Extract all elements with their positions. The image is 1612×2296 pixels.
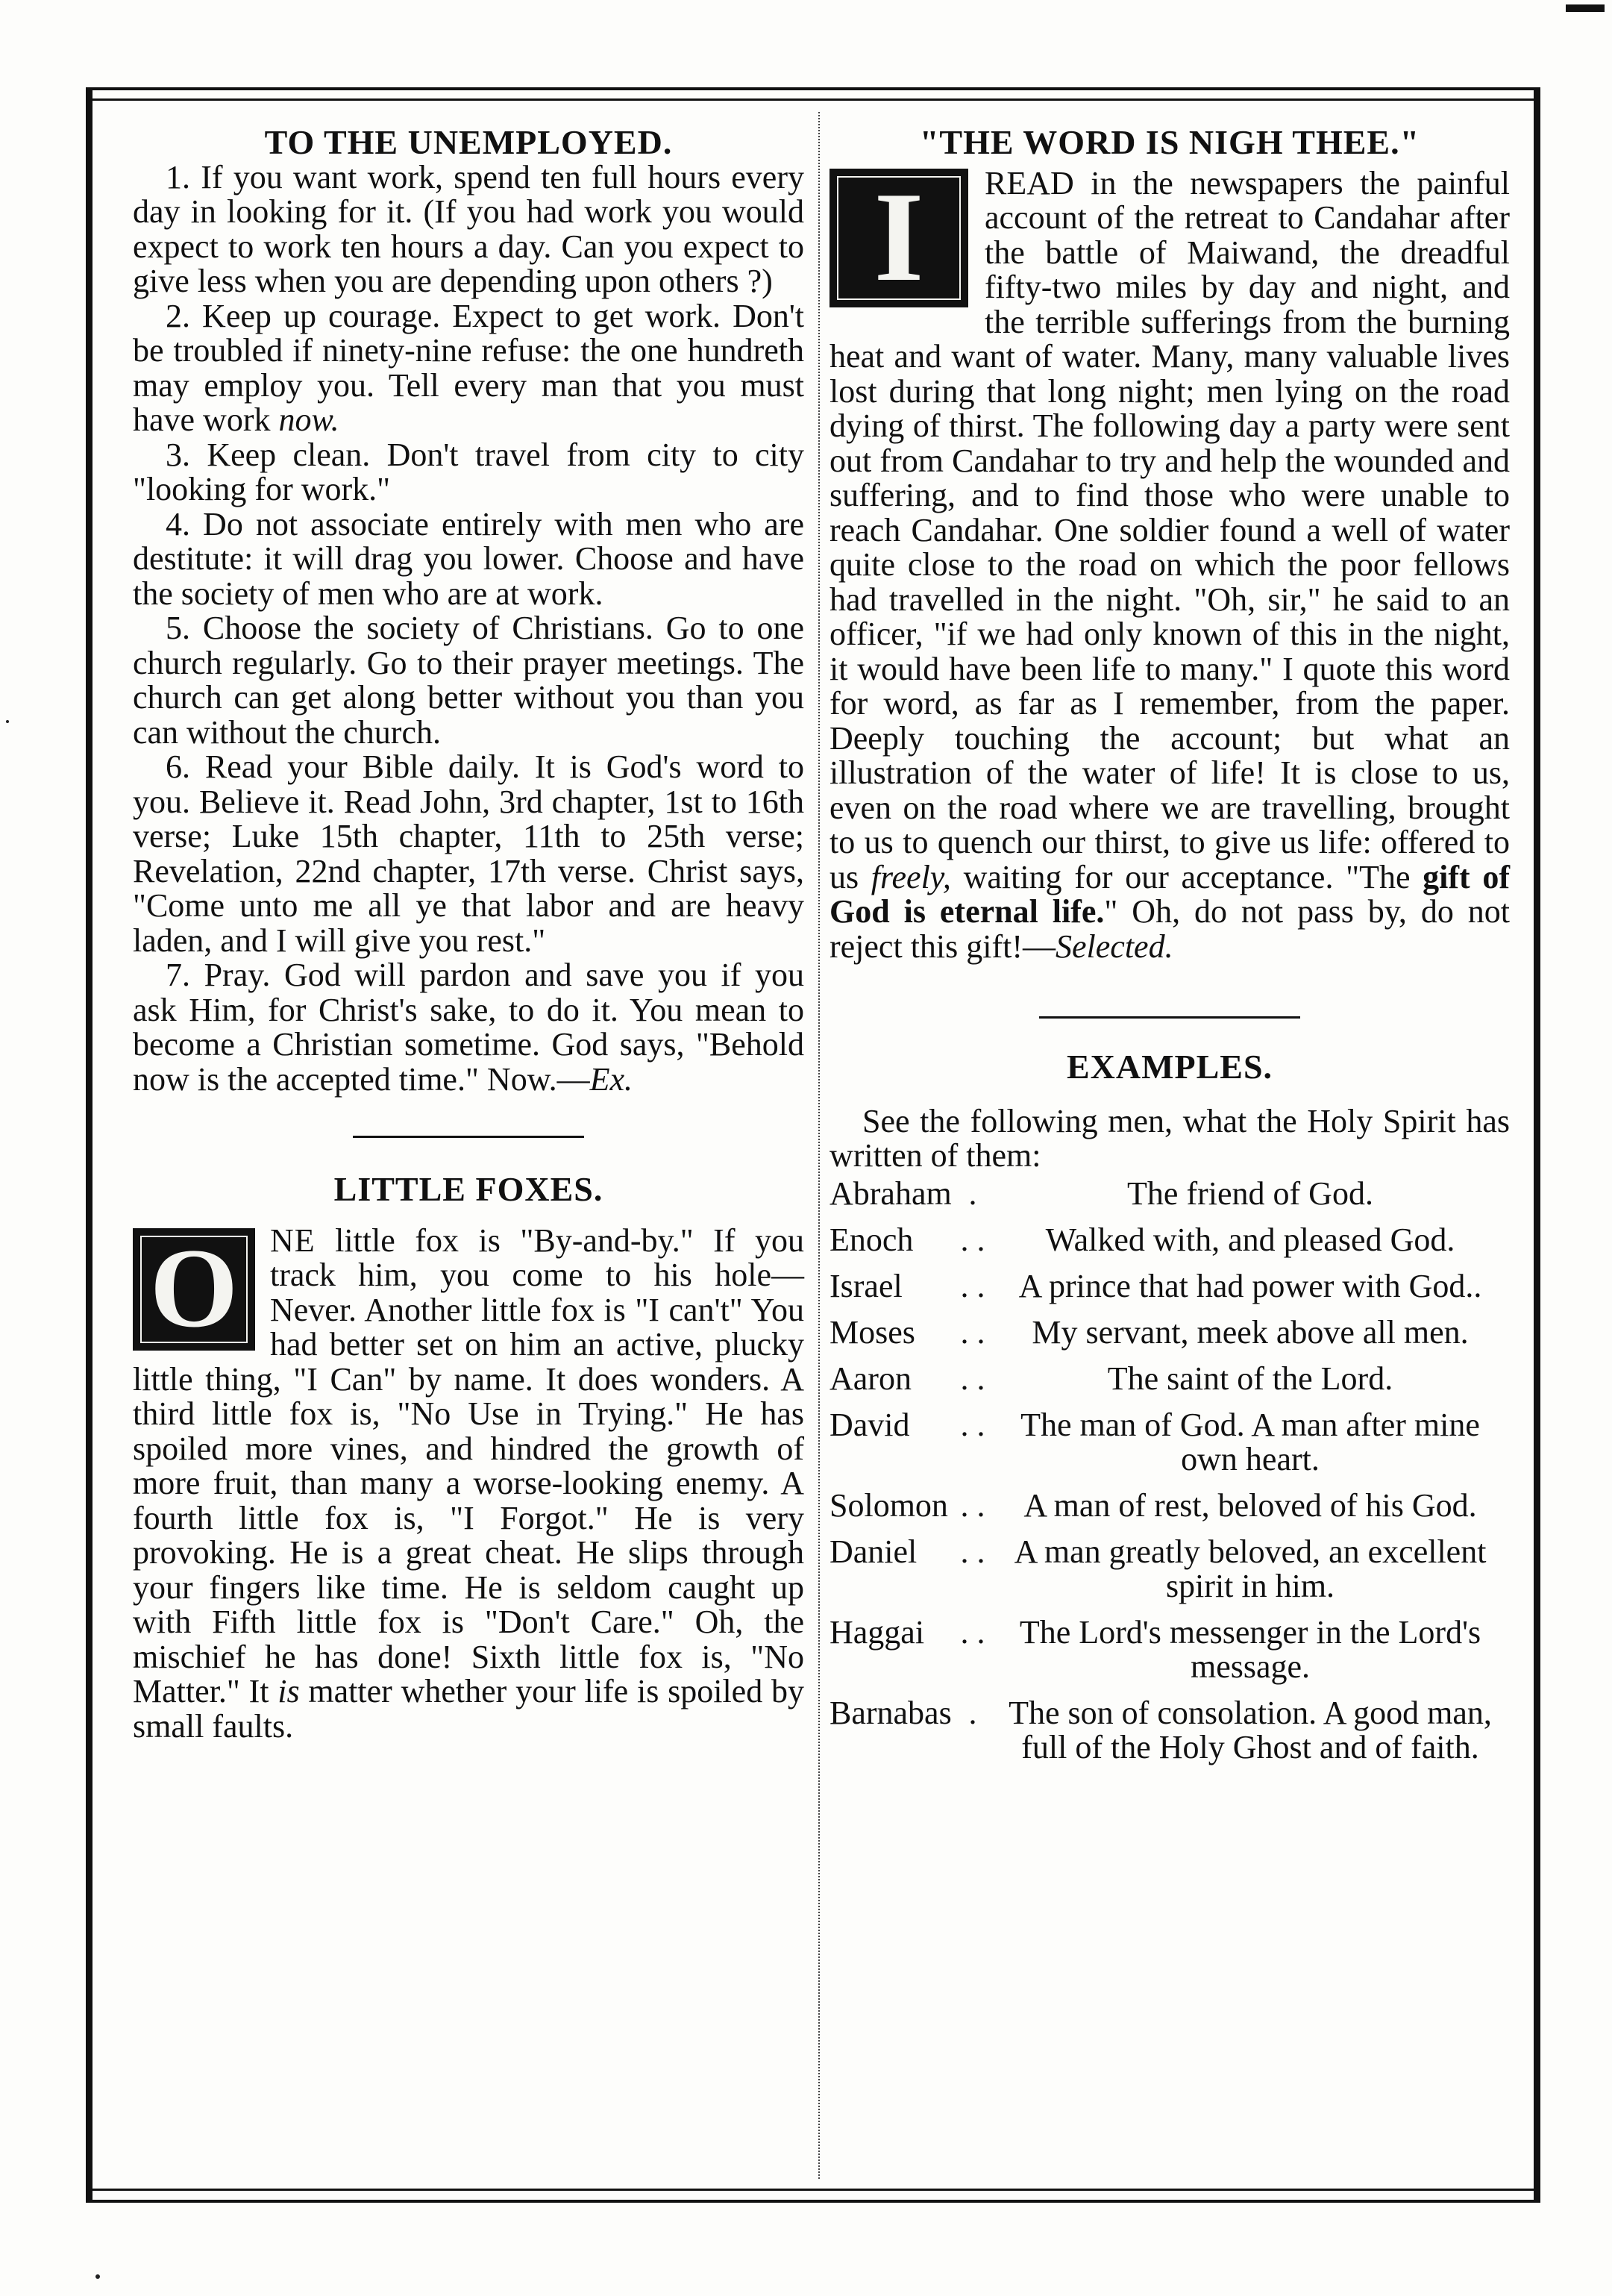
leader-dots: . . bbox=[960, 1221, 985, 1258]
dropcap-letter: O bbox=[149, 1224, 239, 1351]
table-row bbox=[829, 1615, 1510, 1696]
foxes-title: LITTLE FOXES. bbox=[333, 1170, 603, 1208]
unemployed-item: 4. Do not associate entirely with men who are destitute: it will drag you lower. Choose and have the society of men who are at work. bbox=[133, 505, 804, 612]
section-rule bbox=[353, 1136, 584, 1138]
ornamental-dropcap bbox=[829, 166, 968, 308]
source-credit: Selected. bbox=[1056, 928, 1173, 965]
foxes-text: little fox is "By-and-by." If you track him, you come to his hole—Never. Another little fox is "I can't" You had better set on him an active, plucky little thing, "I Can" by name. It does wonders. A third little fox is, "No Use in Trying." He has spoiled more vines, and hindred the growth of more fruit, than many a worse-looking enemy. A fourth little fox is, "I Forgot." He is very provoking. He is a great cheat. He slips through your fingers like time. He is seldom caught up with Fifth little fox is "Don't Care." Oh, the mischief he has done! Sixth little fox is, "No Matter." It bbox=[133, 1221, 804, 1710]
table-row bbox=[829, 1269, 1510, 1316]
table-row bbox=[829, 1489, 1510, 1535]
frame-rule-top bbox=[86, 98, 1540, 101]
unemployed-item bbox=[133, 299, 804, 438]
table-row bbox=[829, 1535, 1510, 1615]
table-row bbox=[829, 1362, 1510, 1408]
example-name: Haggai bbox=[829, 1613, 925, 1651]
word-body bbox=[829, 166, 1510, 965]
example-description: A man of rest, beloved of his God. bbox=[1023, 1486, 1477, 1524]
example-description: The son of consolation. A good man, full of the Holy Ghost and of faith. bbox=[1009, 1694, 1492, 1765]
dropcap-letter: I bbox=[874, 166, 924, 308]
example-description: My servant, meek above all men. bbox=[1032, 1313, 1469, 1351]
leader-dots: . . bbox=[960, 1313, 985, 1351]
ornamental-dropcap bbox=[133, 1224, 255, 1351]
example-description: A prince that had power with God.. bbox=[1018, 1267, 1482, 1304]
column-divider bbox=[818, 112, 820, 2179]
unemployed-item: 6. Read your Bible daily. It is God's word to you. Believe it. Read John, 3rd chapter, 1st to 16th verse; Luke 15th chapter, 11th to 25th verse; Revelation, 22nd chapter, 17th verse. Christ says, "Come unto me all ye that labor and are heavy laden, and I will give you rest." bbox=[133, 748, 804, 959]
example-description: The Lord's messenger in the Lord's message. bbox=[1019, 1613, 1481, 1685]
corner-mark bbox=[1566, 4, 1605, 12]
example-name: Daniel bbox=[829, 1533, 918, 1570]
leader-dots: . bbox=[968, 1174, 977, 1212]
leader-dots: . . bbox=[960, 1406, 985, 1443]
foxes-text-end: matter whether your life is spoiled by small faults. bbox=[133, 1673, 804, 1745]
unemployed-item-2: 2. Keep up courage. Expect to get work. Don't be troubled if ninety-nine refuse: the one hundreth may employ you. Tell every man that you must have work bbox=[133, 297, 804, 438]
examples-table bbox=[829, 1174, 1510, 1777]
example-description: The man of God. A man after mine own heart. bbox=[1020, 1406, 1480, 1477]
table-row bbox=[829, 1408, 1510, 1489]
example-name: Moses bbox=[829, 1313, 915, 1351]
emphasis: freely, bbox=[871, 858, 951, 895]
bold-quote: gift of God is eternal life. bbox=[829, 858, 1511, 930]
frame-rule-bottom bbox=[86, 2189, 1540, 2191]
ink-speck bbox=[6, 720, 9, 723]
example-description: A man greatly beloved, an excellent spirit in him. bbox=[1014, 1533, 1487, 1604]
example-name: Aaron bbox=[829, 1360, 912, 1397]
example-description: The friend of God. bbox=[1127, 1174, 1373, 1212]
leader-dots: . . bbox=[960, 1486, 985, 1524]
emphasis: is bbox=[277, 1673, 300, 1710]
table-row bbox=[829, 1177, 1510, 1223]
example-description: Walked with, and pleased God. bbox=[1045, 1221, 1455, 1258]
left-column bbox=[133, 125, 804, 1744]
emphasis: now. bbox=[278, 401, 339, 438]
word-text: READ in the newspapers the painful account of the retreat to Candahar after the battle of Maiwand, the dreadful fifty-two miles by day and night, and the terrible sufferings from the burning heat and want of water. Many, many valuable lives lost during that long night; men lying on the road dying of thirst. The following day a party were sent out from Candahar to try and help the wounded and suffering, and to find those who were unable to reach Candahar. One soldier found a well of water quite close to the road on which the poor fellows had travelled in the night. "Oh, sir," he said to an officer, "if we had only known of this in the night, it would have been life to many." I quote this word for word, as far as I remember, from the paper. Deeply touching the account; but what an illustration of the water of life! It is close to us, even on the road where we are travelling, brought to us to quench our thirst, to give us life: offered to us bbox=[829, 164, 1510, 895]
table-row bbox=[829, 1223, 1510, 1269]
example-name: Israel bbox=[829, 1267, 903, 1304]
table-row bbox=[829, 1316, 1510, 1362]
example-description: The saint of the Lord. bbox=[1107, 1360, 1393, 1397]
example-name: Enoch bbox=[829, 1221, 914, 1258]
example-name: Solomon bbox=[829, 1486, 948, 1524]
leader-dots: . . bbox=[960, 1360, 985, 1397]
table-row bbox=[829, 1696, 1510, 1777]
leader-dots: . . bbox=[960, 1533, 985, 1570]
source-credit: Ex. bbox=[589, 1060, 633, 1098]
example-name: Abraham bbox=[829, 1174, 952, 1212]
unemployed-item-7: 7. Pray. God will pardon and save you if you ask Him, for Christ's sake, to do it. You mean to become a Christian sometime. God says, "Behold now is the accepted time." Now.— bbox=[133, 957, 804, 1098]
leader-dots: . . bbox=[960, 1613, 985, 1651]
foxes-body bbox=[133, 1221, 804, 1745]
word-title: "THE WORD IS NIGH THEE." bbox=[919, 123, 1420, 161]
word-text-2: waiting for our acceptance. "The bbox=[950, 858, 1411, 895]
word-text-3: " Oh, do not pass by, do not reject this gift!— bbox=[829, 893, 1511, 965]
right-column bbox=[829, 125, 1510, 1777]
unemployed-title: TO THE UNEMPLOYED. bbox=[264, 123, 673, 161]
unemployed-item: 1. If you want work, spend ten full hours every day in looking for it. (If you had work you would expect to work ten hours a day. Can you expect to give less when you are depending upon others ?) bbox=[133, 158, 804, 299]
leader-dots: . bbox=[968, 1694, 977, 1731]
leader-dots: . . bbox=[960, 1267, 985, 1304]
unemployed-item bbox=[133, 958, 804, 1097]
example-name: Barnabas bbox=[829, 1694, 952, 1731]
unemployed-item: 3. Keep clean. Don't travel from city to city "looking for work." bbox=[133, 436, 804, 507]
unemployed-item: 5. Choose the society of Christians. Go to one church regularly. Go to their prayer meetings. The church can get along better without you than you can without the church. bbox=[133, 610, 804, 751]
foxes-first-word: NE bbox=[270, 1221, 316, 1259]
example-name: David bbox=[829, 1406, 910, 1443]
examples-intro: See the following men, what the Holy Spirit has written of them: bbox=[829, 1102, 1510, 1174]
ink-speck bbox=[95, 2274, 100, 2279]
section-rule bbox=[1039, 1016, 1300, 1019]
examples-title: EXAMPLES. bbox=[1066, 1048, 1273, 1086]
